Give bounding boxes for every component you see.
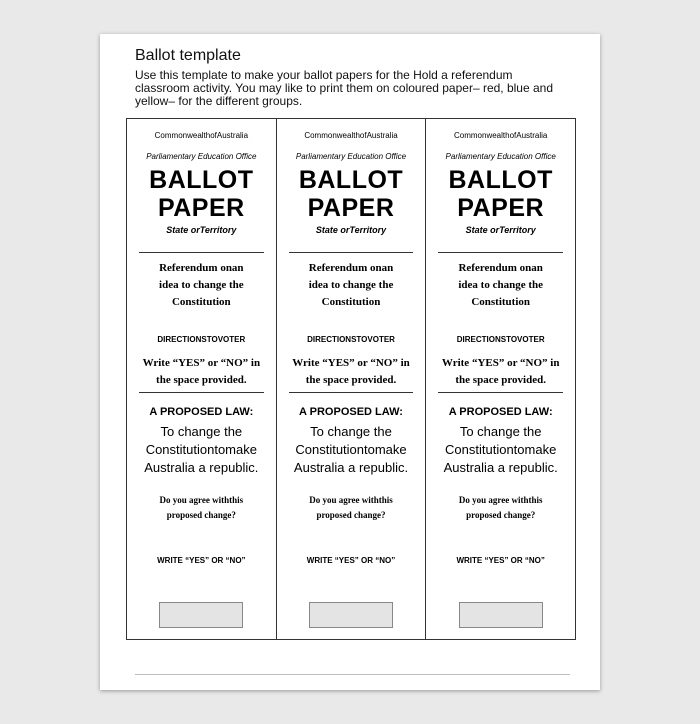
document-title: Ballot template bbox=[135, 47, 241, 64]
divider bbox=[438, 252, 563, 253]
ballot-commonwealth: CommonwealthofAustralia bbox=[154, 131, 249, 140]
ballot-office: Parliamentary Education Office bbox=[146, 152, 257, 161]
agree-line2: proposed change? bbox=[466, 510, 536, 520]
referendum-line3: Constitution bbox=[321, 296, 381, 308]
ballot-question bbox=[426, 423, 575, 477]
ballot-instruction bbox=[277, 355, 426, 389]
ballot-sheet bbox=[126, 118, 576, 640]
instruction-line1: Write “YES” or “NO” in bbox=[441, 357, 560, 369]
referendum-line1: Referendum onan bbox=[458, 262, 543, 274]
ballot-state: State orTerritory bbox=[166, 225, 237, 235]
ballot-agree bbox=[277, 493, 426, 523]
agree-line1: Do you agree withthis bbox=[458, 495, 543, 505]
ballot-heading-line2: PAPER bbox=[457, 194, 545, 222]
ballot-referendum bbox=[127, 260, 276, 311]
vote-answer-box[interactable] bbox=[459, 602, 543, 628]
ballot-commonwealth: CommonwealthofAustralia bbox=[304, 131, 398, 140]
agree-line2: proposed change? bbox=[316, 510, 386, 520]
ballot-instruction bbox=[127, 355, 276, 389]
ballot-proposed-law: A PROPOSED LAW: bbox=[149, 406, 254, 418]
footer-divider bbox=[135, 674, 570, 675]
ballot-referendum bbox=[277, 260, 426, 311]
ballot-agree bbox=[426, 493, 575, 523]
ballot-proposed-law: A PROPOSED LAW: bbox=[448, 406, 553, 418]
referendum-line3: Constitution bbox=[171, 296, 231, 308]
ballot-agree bbox=[127, 493, 276, 523]
ballot-question bbox=[127, 423, 276, 477]
document-page bbox=[100, 34, 600, 690]
ballot-heading bbox=[127, 166, 276, 222]
ballot-heading-line2: PAPER bbox=[307, 194, 395, 222]
ballot-paper-2 bbox=[277, 119, 427, 639]
ballot-heading-line1: BALLOT bbox=[149, 166, 254, 194]
divider bbox=[438, 392, 563, 393]
divider bbox=[289, 392, 414, 393]
referendum-line1: Referendum onan bbox=[308, 262, 394, 274]
divider bbox=[139, 252, 264, 253]
ballot-heading-line1: BALLOT bbox=[448, 166, 553, 194]
referendum-line2: idea to change the bbox=[458, 279, 543, 291]
question-line3: Australia a republic. bbox=[293, 460, 409, 475]
agree-line1: Do you agree withthis bbox=[159, 495, 244, 505]
ballot-office: Parliamentary Education Office bbox=[445, 152, 556, 161]
referendum-line2: idea to change the bbox=[308, 279, 394, 291]
referendum-line3: Constitution bbox=[471, 296, 531, 308]
document-intro: Use this template to make your ballot papers for the Hold a referendum classroom activity. You may like to print them on coloured paper– red, blue and yellow– for the different groups. bbox=[135, 68, 554, 108]
ballot-office: Parliamentary Education Office bbox=[295, 152, 407, 161]
referendum-line1: Referendum onan bbox=[159, 262, 244, 274]
ballot-directions: DIRECTIONSTOVOTER bbox=[157, 335, 246, 344]
ballot-question bbox=[277, 423, 426, 477]
ballot-paper-1 bbox=[127, 119, 277, 639]
vote-answer-box[interactable] bbox=[159, 602, 243, 628]
ballot-directions: DIRECTIONSTOVOTER bbox=[307, 335, 395, 344]
ballot-write-yes-no: WRITE “YES” OR “NO” bbox=[456, 556, 545, 565]
ballot-proposed-law: A PROPOSED LAW: bbox=[299, 406, 403, 418]
question-line2: Constitutiontomake bbox=[145, 442, 257, 457]
ballot-commonwealth: CommonwealthofAustralia bbox=[453, 131, 548, 140]
question-line3: Australia a republic. bbox=[443, 460, 558, 475]
question-line2: Constitutiontomake bbox=[295, 442, 407, 457]
instruction-line2: the space provided. bbox=[305, 374, 397, 386]
question-line1: To change the bbox=[160, 424, 243, 439]
ballot-heading bbox=[426, 166, 575, 222]
referendum-line2: idea to change the bbox=[159, 279, 244, 291]
divider bbox=[289, 252, 414, 253]
ballot-referendum bbox=[426, 260, 575, 311]
ballot-state: State orTerritory bbox=[315, 225, 387, 235]
vote-answer-box[interactable] bbox=[309, 602, 393, 628]
instruction-line1: Write “YES” or “NO” in bbox=[142, 357, 261, 369]
question-line1: To change the bbox=[310, 424, 392, 439]
ballot-write-yes-no: WRITE “YES” OR “NO” bbox=[306, 556, 396, 565]
question-line2: Constitutiontomake bbox=[445, 442, 557, 457]
divider bbox=[139, 392, 264, 393]
ballot-heading-line2: PAPER bbox=[157, 194, 245, 222]
ballot-state: State orTerritory bbox=[465, 225, 536, 235]
question-line1: To change the bbox=[459, 424, 542, 439]
instruction-line2: the space provided. bbox=[156, 374, 247, 386]
agree-line2: proposed change? bbox=[166, 510, 236, 520]
ballot-instruction bbox=[426, 355, 575, 389]
ballot-heading-line1: BALLOT bbox=[298, 166, 404, 194]
question-line3: Australia a republic. bbox=[144, 460, 259, 475]
instruction-line1: Write “YES” or “NO” in bbox=[292, 357, 410, 369]
ballot-write-yes-no: WRITE “YES” OR “NO” bbox=[157, 556, 246, 565]
ballot-directions: DIRECTIONSTOVOTER bbox=[456, 335, 545, 344]
ballot-paper-3 bbox=[426, 119, 575, 639]
ballot-heading bbox=[277, 166, 426, 222]
agree-line1: Do you agree withthis bbox=[309, 495, 393, 505]
instruction-line2: the space provided. bbox=[455, 374, 546, 386]
